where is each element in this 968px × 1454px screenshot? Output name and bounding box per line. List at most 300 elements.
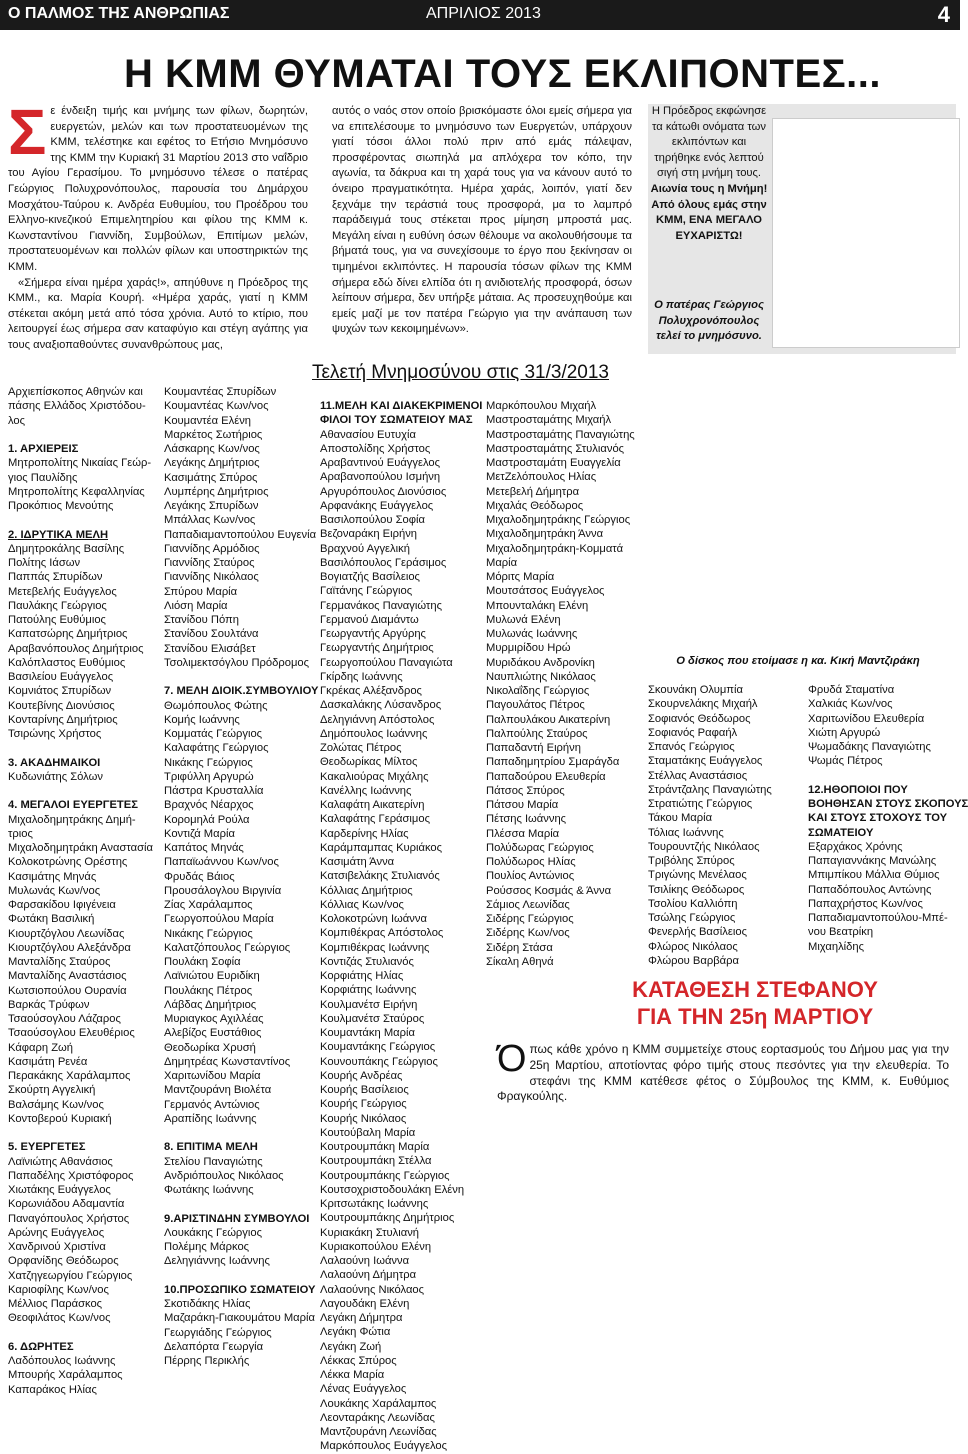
list-item: Βασιλόπουλος Γεράσιμος [320, 556, 447, 569]
list-item: 11.ΜΕΛΗ ΚΑΙ ΔΙΑΚΕΚΡΙΜΕΝΟΙ [320, 400, 483, 412]
list-item: Μαρία [486, 556, 518, 569]
list-item: Γκρέκας Αλέξανδρος [320, 685, 422, 697]
list-item: Μετεβελή Δήμητρα [486, 485, 580, 498]
list-item: ΚΑΙ ΣΤΟΥΣ ΣΤΟΧΟΥΣ ΤΟΥ [808, 812, 948, 825]
list-item: τριος [8, 827, 33, 840]
list-item: Αθανασίου Ευτυχία [320, 428, 416, 441]
list-item: Λάβδας Δημήτριος [164, 998, 257, 1011]
list-item: 3. ΑΚΑΔΗΜΑΙΚΟΙ [8, 756, 101, 769]
sidebar-thanks: Αιωνία τους η Μνήμη! Από όλους εμάς στην ΚΜΜ, ΕΝΑ ΜΕΓΑΛΟ ΕΥΧΑΡΙΣΤΩ! [650, 182, 768, 242]
list-item: Δεληγιάννη Απόστολος [320, 713, 435, 726]
list-item: Γεωργαντής Δημήτριος [320, 642, 434, 655]
list-item: Σιδέρης Κων/νος [486, 927, 570, 940]
newspaper-name: Ο ΠΑΛΜΟΣ ΤΗΣ ΑΝΘΡΩΠΙΑΣ [8, 5, 230, 22]
list-item: Σοφιανός Ραφαήλ [648, 726, 738, 739]
list-item: Τουρουντζής Νικόλαος [648, 840, 760, 853]
list-item: Ψωμάς Πέτρος [808, 755, 883, 768]
list-item: Χαριτωνίδου Ελευθερία [808, 712, 925, 725]
list-item: Κουμαντέας Σπυρίδων [164, 386, 277, 398]
article-headline: Η ΚΜΜ ΘΥΜΑΤΑΙ ΤΟΥΣ ΕΚΛΙΠΟΝΤΕΣ... [124, 52, 881, 96]
list-item: Μητροπολίτης Νικαίας Γεώρ- [8, 457, 152, 470]
names-column-3 [320, 399, 483, 1453]
list-item: Μητροπολίτης Κεφαλληνίας [8, 485, 145, 498]
list-item: Χιώτη Αργυρώ [808, 726, 881, 739]
list-item: Κουνουπάκης Γεώργιος [320, 1055, 438, 1068]
list-item: γιος Παυλίδης [8, 471, 78, 484]
list-item: Θεοδωρίκας Μίλτος [320, 756, 418, 769]
list-item: Παυλάκης Γεώργιος [8, 599, 107, 612]
list-item: Γεωργοπούλου Παναγιώτα [320, 656, 453, 669]
list-item: 6. ΔΩΡΗΤΕΣ [8, 1340, 74, 1353]
list-item: Λαλαούνης Νικόλαος [320, 1283, 425, 1296]
list-item: Κολοκοτρώνης Ορέστης [8, 856, 128, 869]
list-item: Λυμπέρης Δημήτριος [164, 485, 269, 498]
list-item: Μυριαγκος Αχιλλέας [164, 1013, 264, 1025]
list-item: Μουτσάτσος Ευάγγελος [486, 585, 605, 598]
list-item: ΜετΖελόπουλος Ηλίας [486, 471, 597, 484]
wreath-title-line-1: ΚΑΤΑΘΕΣΗ ΣΤΕΦΑΝΟΥ [632, 977, 878, 1002]
list-item: ΣΩΜΑΤΕΙΟΥ [808, 826, 874, 839]
list-item: Γεωργοπούλου Μαρία [164, 913, 274, 926]
list-item: Μαντζουράνη Λεωνίδας [320, 1426, 437, 1438]
list-item: Καπάτος Μηνάς [164, 842, 244, 854]
list-item: Μέλλιος Παράσκος [8, 1298, 103, 1310]
list-item: Κασιμάτη Ρενέα [8, 1055, 88, 1068]
list-item: Μαζαράκη-Γιακουμάτου Μαρία [164, 1312, 315, 1325]
list-item: Μαστροσταμάτης Στυλιανός [486, 442, 625, 455]
names-column-6 [808, 683, 968, 973]
list-item: Κουμαντάκη Μαρία [320, 1027, 415, 1039]
wreath-body [497, 1038, 949, 1105]
list-item: Παππάς Σπυρίδων [8, 571, 103, 584]
list-item: Βασιλείου Ευάγγελος [8, 671, 114, 683]
list-item: Πάτσου Μαρία [486, 799, 559, 811]
list-item: Σπανός Γεώργιος [648, 741, 735, 753]
list-item: Περακάκης Χαράλαμπος [8, 1070, 131, 1082]
list-item: Κουρής Γεώργιος [320, 1098, 407, 1111]
list-item: Φρυδά Σταματίνα [808, 684, 895, 696]
list-item: Μετεβελής Ευάγγελος [8, 585, 117, 598]
list-item: ΦΙΛΟΙ ΤΟΥ ΣΩΜΑΤΕΙΟΥ ΜΑΣ [320, 414, 473, 427]
list-item: Φωτάκης Ιωάννης [164, 1184, 254, 1196]
list-item: Ζίας Χαράλαμπος [164, 899, 253, 911]
list-item: νου Βεατρίκη [808, 926, 874, 939]
list-item: Ψωμαδάκης Παναγιώτης [808, 741, 931, 753]
wreath-text: πως κάθε χρόνο η ΚΜΜ συμμετείχε στους εορτασμούς του Δήμου μας για την 25η Μαρτίου, αποτίοντας φόρο τιμής στους πεσόντες για την ελευθερία. Το στεφάνι της ΚΜΜ κατέθεσε φέτος ο Σύμβουλος της ΚΜΜ, κ. Ευθύμιος Φραγκούλης. [497, 1042, 949, 1104]
list-item: Τσώλης Γεώργιος [648, 912, 736, 924]
list-spacer [8, 741, 158, 755]
list-item: Παπαδημητρίου Σμαράγδα [486, 756, 620, 769]
list-item: Χανδρινού Χριστίνα [8, 1241, 106, 1253]
list-item: Πολύδωρος Ηλίας [486, 856, 576, 868]
list-item: Αρχιεπίσκοπος Αθηνών και [8, 386, 143, 398]
list-item: Δελαπόρτα Γεωργία [164, 1340, 264, 1353]
list-item: Καράμπαμπας Κυριάκος [320, 841, 443, 854]
list-item: Παγουλάτος Πέτρος [486, 699, 585, 712]
list-item: Μιχαλάς Θεόδωρος [486, 499, 584, 512]
list-item: Δασκαλάκης Λύσανδρος [320, 699, 442, 712]
list-item: Κολοκοτρώνη Ιωάννα [320, 913, 427, 925]
list-item: Προκόπιος Μενούτης [8, 500, 114, 512]
list-item: Κάφαρη Ζωή [8, 1041, 73, 1054]
list-item: Πολίτης Ιάσων [8, 557, 81, 569]
list-item: Γκίρδης Ιωάννης [320, 670, 403, 683]
names-column-4 [486, 399, 646, 999]
list-item: Καλόπλαστος Ευθύμιος [8, 656, 126, 669]
list-item: Καρδερίνης Ηλίας [320, 827, 409, 840]
list-spacer [164, 1269, 312, 1283]
list-item: Αραβαντινού Ευάγγελος [320, 457, 440, 469]
article-paragraph-2: «Σήμερα είναι ημέρα χαράς!», απηύθυνε η Πρόεδρος της ΚΜΜ., κα. Μαρία Κουρή. «Ημέρα χαράς, γιατί η ΚΜΜ στέκεται ακόμη μετά από τόσα χρόνια. Αυτό το κτίριο, που λειτουργεί έως σήμερα σαν καταφύγιο και στέγη αγάπης για τους αναξιοπαθούντες συνανθρώπους μας, [8, 276, 308, 351]
list-item: Κακαλιούρας Μιχάλης [320, 770, 429, 783]
list-item: Κουτσοχριστοδουλάκη Ελένη [320, 1183, 465, 1196]
list-item: Δημόπουλος Ιωάννης [320, 727, 428, 740]
list-spacer [164, 1197, 312, 1211]
list-item: Παπαδούρου Ελευθερία [486, 770, 606, 783]
list-spacer [8, 428, 158, 442]
list-item: Λεγάκη Δήμητρα [320, 1312, 403, 1324]
list-item: Κονταρίνης Δημήτριος [8, 713, 118, 726]
list-item: Στέλλας Αναστάσιος [648, 769, 748, 782]
list-item: Λαγουδάκη Ελένη [320, 1297, 410, 1310]
list-item: Καλαφάτης Γεώργιος [164, 742, 269, 755]
list-item: Μυρμιρίδου Ηρώ [486, 642, 571, 655]
list-item: Λαϊνιώτης Αθανάσιος [8, 1155, 113, 1168]
list-item: Κιουρτζόγλου Λεωνίδας [8, 927, 125, 940]
list-item: 5. ΕΥΕΡΓΕΤΕΣ [8, 1141, 86, 1154]
list-item: Κοντιζάς Στυλιανός [320, 955, 414, 968]
list-item: Παπαδιαμαντοπούλου Ευγενία [164, 528, 317, 541]
list-item: Γερμανάκος Παναγιώτης [320, 599, 442, 612]
names-section-title: Τελετή Μνημοσύνου στις 31/3/2013 [312, 362, 609, 383]
list-item: Γεωργιάδης Γεώργιος [164, 1326, 272, 1339]
list-item: λος [8, 414, 26, 427]
list-item: Ζολώτας Πέτρος [320, 742, 402, 754]
list-spacer [164, 1126, 312, 1140]
list-item: 2. ΙΔΡΥΤΙΚΑ ΜΕΛΗ [8, 528, 109, 541]
list-item: Βαρκάς Τρύφων [8, 998, 90, 1011]
list-item: Κουλμανέτσ Σταύρος [320, 1012, 425, 1025]
list-item: Γερμανός Αντώνιος [164, 1098, 260, 1111]
list-item: Καπατσώρης Δημήτριος [8, 628, 128, 641]
memorial-photo [772, 118, 960, 348]
list-item: Κατσιβελάκης Στυλιανός [320, 870, 440, 883]
list-item: Μπουρής Χαράλαμπος [8, 1369, 123, 1382]
list-item: Δημητρέας Κωνσταντίνος [164, 1055, 291, 1068]
list-item: Καλατζόπουλος Γεώργιος [164, 941, 291, 954]
list-item: Κουρής Νικόλαος [320, 1112, 407, 1125]
list-item: Μαρκέτος Σωτήριος [164, 428, 263, 441]
list-item: Μιχαλοδημητράκης Γεώργιος [486, 514, 631, 526]
list-item: Γιαννίδης Αρμόδιος [164, 542, 260, 555]
list-item: Κομνιάτος Σπυρίδων [8, 685, 112, 698]
list-item: Σπύρου Μαρία [164, 585, 238, 598]
list-item: Κουμαντέας Κων/νος [164, 400, 269, 413]
list-item: Αραπίδης Ιωάννης [164, 1112, 257, 1125]
list-item: Τσολιμεκτσόγλου Πρόδρομος [164, 656, 310, 669]
wreath-title-line-2: ΓΙΑ ΤΗΝ 25η ΜΑΡΤΙΟΥ [636, 1004, 874, 1029]
list-item: Πάτσος Σπύρος [486, 784, 565, 797]
list-spacer [164, 670, 312, 684]
list-item: Κανέλλης Ιωάννης [320, 784, 412, 797]
list-item: Ρούσσος Κοσμάς & Άννα [486, 884, 612, 897]
list-item: Τσαούσογλου Λάζαρος [8, 1013, 121, 1025]
list-item: Γερμανού Διαμάντω [320, 613, 419, 626]
list-item: Βαλσάμης Κων/νος [8, 1098, 104, 1111]
list-item: Αποστολίδης Χρήστος [320, 442, 431, 455]
list-item: Βεζοναράκη Ειρήνη [320, 528, 418, 541]
list-item: Σταματάκης Ευάγγελος [648, 755, 763, 768]
list-item: Κουλμανέτσ Ειρήνη [320, 998, 418, 1011]
sidebar-text [650, 104, 768, 244]
list-item: Στανίδου Πόπη [164, 614, 239, 626]
list-item: Κασιμάτης Μηνάς [8, 870, 97, 883]
list-item: Βογιατζής Βασίλειος [320, 571, 420, 583]
list-item: Πέρρης Περικλής [164, 1355, 250, 1367]
wreath-dropcap: Ό [497, 1038, 527, 1080]
list-item: Κομπιθέκρας Απόστολος [320, 927, 444, 940]
list-item: Θεοδωρίκα Χρυσή [164, 1041, 256, 1054]
list-item: Καριοφίλης Κων/νος [8, 1283, 109, 1296]
article-paragraph-3: αυτός ο ναός στον οποίο βρισκόμαστε όλοι εμείς σήμερα για να επιτελέσουμε το μνημόσυνο των Ευεργετών, υπάρχουν γιατί τόσοι άλλοι πολύ πριν από εμάς πάλεψαν, προσφέροντας σιωπηλά μα απλόχερα τον κόπο, την αγωνία, τα δάκρυα και τη χαρά τους για να κάνουν αυτό το όνειρο πραγματικότητα. Ημέρα χαράς, λοιπόν, γιατί δεν ξεχνάμε την τεράστιά τους προσφορά, μα το λαμπρό παράδειγμά τους στέκεται προς μίμηση μπροστά μας. Μεγάλη είναι η ευθύνη όσων θέλουμε να ακολουθήσουμε τα βήματά τους, για να συνεχίσουμε το έργο που ξεκίνησαν οι τιμημένοι εκλιπόντες. Η παρουσία τόσων φίλων της ΚΜΜ σήμερα εδώ δίνει ελπίδα ότι η ανιδιοτελής προσφορά, όσων λείπουν σήμερα, δεν υπήρξε μάταια. Ας προσευχηθούμε και εμείς μαζί με τον πατέρα Γεώργιο για την ανάπαυση των ψυχών των κεκοιμημένων». [332, 105, 632, 336]
list-item: Παπαϊωάννου Κων/νος [164, 856, 279, 869]
list-item: Μιχαλοδημητράκη-Κομματά [486, 542, 624, 555]
list-item: 8. ΕΠΙΤΙΜΑ ΜΕΛΗ [164, 1141, 258, 1154]
list-item: Κιουρτζόγλου Αλεξάνδρα [8, 941, 131, 954]
list-item: 4. ΜΕΓΑΛΟΙ ΕΥΕΡΓΕΤΕΣ [8, 799, 138, 812]
page-number: 4 [937, 2, 950, 27]
list-item: Στράντζαλης Παναγιώτης [648, 783, 772, 796]
list-item: Μαστροσταμάτη Ευαγγελία [486, 457, 621, 469]
list-item: Χαλκιάς Κων/νος [808, 698, 893, 711]
list-item: Σίκαλη Αθηνά [486, 955, 554, 968]
list-item: Τσιρώνης Χρήστος [8, 728, 102, 740]
list-item: Φωτάκη Βασιλική [8, 913, 95, 926]
list-item: Κασιμάτης Σπύρος [164, 471, 258, 484]
list-item: Σκούρτη Αγγελική [8, 1084, 96, 1097]
list-item: Κουρής Βασίλειος [320, 1084, 409, 1096]
list-item: Παπαχρήστος Κων/νος [808, 897, 923, 910]
list-item: Κορφιάτης Ηλίας [320, 970, 404, 982]
list-item: 12.ΗΘΟΠΟΙΟΙ ΠΟΥ [808, 783, 908, 796]
list-item: 9.ΑΡΙΣΤΙΝΔΗΝ ΣΥΜΒΟΥΛΟΙ [164, 1212, 310, 1225]
list-item: Μπιμπίκου Μάλλια Θύμιος [808, 869, 940, 882]
list-item: Μαρκόπουλου Μιχαήλ [486, 400, 597, 412]
sidebar-paragraph: Η Πρόεδρος εκφώνησε τα κάτωθι ονόματα των εκλιπόντων και τηρήθηκε ενός λεπτού σιγή στη μνήμη τους. [651, 105, 767, 180]
list-item: Κομής Ιωάννης [164, 713, 240, 726]
wreath-title [560, 976, 950, 1030]
list-item: Χαριτωνίδου Μαρία [164, 1070, 261, 1082]
list-item: Κουτρουμπάκης Δημήτριος [320, 1212, 455, 1225]
list-item: Κυδωνιάτης Σόλων [8, 770, 103, 783]
list-item: Σιδέρης Γεώργιος [486, 913, 574, 925]
article-paragraph-1: ε ένδειξη τιμής και μνήμης των φίλων, δωρητών, ευεργετών, μελών και των προστατευομένων της ΚΜΜ, τελέστηκε και εφέτος το Ετήσιο Μνημόσυνο της ΚΜΜ την Κυριακή 31 Μαρτίου 2013 στο ναΐδριο του Αγίου Γερασίμου. Το μνημόσυνο τέλεσε ο πατέρας Γεώργιος Πολυχρονόπουλος, παρουσία του Δημάρχου Μοσχάτου-Ταύρου κ. Ανδρέα Ευθυμίου, του Προέδρου του Ελληνο-κινεζικού Επιμελητηρίου και φίλου της ΚΜΜ κ. Κωνσταντίνου Γιαννίδη, Συμβούλων, Επιτίμων μελών, προστατευομένων και πολλών φίλων και υποστηρικτών της ΚΜΜ. [8, 105, 308, 273]
list-item: Σιδέρη Στάσα [486, 941, 553, 954]
list-item: Μυλωνάς Ιωάννης [486, 628, 578, 640]
list-item: Γιαννίδης Νικόλαος [164, 571, 259, 584]
list-item: Βραχνού Αγγελική [320, 542, 410, 555]
list-item: Κόλλιας Δημήτριος [320, 884, 413, 897]
list-item: Λαλαούνη Ιωάννα [320, 1255, 410, 1267]
list-item: Καπαράκος Ηλίας [8, 1383, 97, 1396]
names-column-1 [8, 385, 158, 1397]
list-item: Βασιλοπούλου Σοφία [320, 514, 425, 526]
list-item: Νικάκης Γεώργιος [164, 927, 253, 940]
list-item: Σκουνάκη Ολυμπία [648, 684, 743, 696]
list-item: Στελίου Παναγιώτης [164, 1155, 263, 1168]
list-item: Σοφιανός Θεόδωρος [648, 712, 751, 725]
list-item: Ανδριόπουλος Νικόλαος [164, 1169, 284, 1182]
list-spacer [8, 513, 158, 527]
list-item: Καλαφάτη Αικατερίνη [320, 799, 425, 811]
list-item: Σκοτιδάκης Ηλίας [164, 1298, 251, 1310]
list-item: Μόριτς Μαρία [486, 571, 555, 583]
list-item: Κοντιζά Μαρία [164, 827, 235, 840]
list-item: Λιόση Μαρία [164, 599, 228, 612]
list-item: Λέκκας Σπύρος [320, 1354, 397, 1367]
list-item: Φαρσακίδου Ιφιγένεια [8, 899, 116, 911]
list-item: Στανίδου Σουλτάνα [164, 628, 259, 641]
list-item: Λουκάκης Χαράλαμπος [320, 1397, 437, 1410]
list-item: Κριτσωτάκης Ιωάννης [320, 1198, 429, 1210]
list-item: Πουλίος Αντώνιος [486, 870, 575, 883]
list-item: Μιχαλοδημητράκη Αναστασία [8, 842, 153, 854]
list-item: Μαστροσταμάτης Παναγιώτης [486, 428, 635, 441]
list-item: Θωμόπουλος Φώτης [164, 699, 268, 712]
list-item: Νικολαΐδης Γεώργιος [486, 685, 590, 697]
list-item: Στανίδου Ελισάβετ [164, 642, 256, 655]
list-item: Παπαδαντή Ειρήνη [486, 742, 581, 754]
list-spacer [808, 769, 958, 783]
list-item: 10.ΠΡΟΣΩΠΙΚΟ ΣΩΜΑΤΕΙΟΥ [164, 1283, 316, 1296]
list-item: Φρυδάς Βάιος [164, 870, 235, 883]
list-item: Αρφανάκης Ευάγγελος [320, 499, 434, 512]
list-item: Κομματάς Γεώργιος [164, 728, 263, 740]
list-item: Τριγώνης Μενέλαος [648, 869, 747, 882]
list-item: Αργυρόπουλος Διονύσιος [320, 485, 447, 498]
disk-caption: Ο δίσκος που ετοίμασε η κα. Κική Μαντζιράκη [676, 655, 920, 667]
list-item: Μπάλλας Κων/νος [164, 514, 256, 527]
list-item: Πουλάκη Σοφία [164, 956, 241, 968]
list-item: Κουτεβίνης Διονύσιος [8, 699, 115, 712]
article-column-1 [8, 96, 308, 351]
list-item: Μυλωνά Ελένη [486, 613, 561, 626]
list-item: Κουτρουμπάκης Γεώργιος [320, 1169, 450, 1182]
list-item: Παπαδιαμαντοπούλου-Μπέ- [808, 912, 948, 924]
list-item: Παπαγιαννάκης Μανώλης [808, 855, 937, 867]
list-item: Μυλωνάς Κων/νος [8, 884, 101, 897]
list-spacer [8, 1326, 158, 1340]
list-item: Τόλιας Ιωάννης [648, 826, 724, 839]
list-item: Λεγάκης Δημήτριος [164, 457, 260, 470]
list-item: Κυριακοπούλου Ελένη [320, 1240, 432, 1253]
list-item: Αρώνης Ευάγγελος [8, 1226, 105, 1239]
list-item: Μαστροσταμάτης Μιχαήλ [486, 414, 612, 427]
list-item: Πατούλης Ευθύμιος [8, 614, 106, 626]
list-item: 1. ΑΡΧΙΕΡΕΙΣ [8, 443, 79, 455]
list-item: Λεονταράκης Λεωνίδας [320, 1411, 435, 1424]
list-item: Κορωνιάδου Αδαμαντία [8, 1198, 125, 1211]
list-item: Τριβόλης Σπύρος [648, 855, 735, 867]
list-item: Γιαννίδης Σταύρος [164, 557, 255, 569]
list-item: Μιχαλοδημητράκη Άννα [486, 528, 604, 541]
names-column-5 [648, 683, 798, 973]
list-item: Κουρής Ανδρέας [320, 1069, 403, 1082]
list-item: Παπαδόπουλος Αντώνης [808, 883, 932, 896]
list-item: Κουτούβαλη Μαρία [320, 1126, 416, 1139]
list-item: Φενερλής Βασίλειος [648, 926, 747, 939]
list-item: πάσης Ελλάδος Χριστόδου- [8, 400, 146, 413]
list-item: Εξαρχάκος Χρόνης [808, 840, 903, 853]
list-item: Φλώρος Νικόλαος [648, 940, 738, 953]
list-item: Κορομηλά Ρούλα [164, 813, 250, 826]
list-item: Μαρκόπουλος Ευάγγελος [320, 1440, 447, 1453]
list-item: Λαϊνιώτου Ευριδίκη [164, 970, 260, 983]
list-item: Φλώρου Βαρβάρα [648, 954, 739, 967]
list-item: Λάσκαρης Κων/νος [164, 443, 260, 455]
list-item: ΒΟΗΘΗΣΑΝ ΣΤΟΥΣ ΣΚΟΠΟΥΣ [808, 798, 968, 810]
list-item: Λένας Ευάγγελος [320, 1383, 407, 1396]
list-item: 7. ΜΕΛΗ ΔΙΟΙΚ.ΣΥΜΒΟΥΛΙΟΥ [164, 685, 319, 698]
list-item: Πάστρα Κρυσταλλία [164, 785, 264, 797]
list-item: Κουμαντάκης Γεώργιος [320, 1041, 436, 1054]
list-item: Ορφανίδης Θεόδωρος [8, 1255, 119, 1268]
list-item: Γεωργαντής Αργύρης [320, 628, 426, 640]
list-item: Ναυπλιώτης Νικόλαος [486, 670, 596, 683]
list-item: Κουμαντέα Ελένη [164, 414, 252, 427]
list-item: Τσαούσογλου Ελευθέριος [8, 1027, 135, 1040]
list-item: Παλπούλης Σταύρος [486, 727, 588, 740]
list-item: Τσιλίκης Θεόδωρος [648, 883, 745, 896]
article-column-2 [332, 104, 632, 344]
list-item: Σάμιος Λεωνίδας [486, 898, 570, 911]
list-item: Παπαδέλης Χριστόφορος [8, 1169, 134, 1182]
list-item: Προυσάλογλου Βιργινία [164, 884, 282, 897]
article-dropcap: Σ [8, 96, 47, 168]
list-item: Νικάκης Γεώργιος [164, 756, 253, 769]
list-item: Κομπιθέκρας Ιωάννης [320, 941, 430, 954]
list-item: Λέκκα Μαρία [320, 1369, 385, 1381]
list-item: Σκουρνελάκης Μιχαήλ [648, 698, 758, 711]
list-item: Θεοφιλάτος Κων/νος [8, 1312, 111, 1325]
names-column-2 [164, 385, 319, 1397]
list-item: Δημητροκάλης Βασίλης [8, 542, 125, 555]
list-item: Κοντοβερού Κυριακή [8, 1112, 112, 1125]
list-item: Χιωτάκης Ευάγγελος [8, 1184, 111, 1196]
list-item: Αλεβίζος Ευστάθιος [164, 1027, 262, 1040]
list-item: Βραχνός Νέαρχος [164, 799, 254, 812]
list-item: Καλαφάτης Γεράσιμος [320, 813, 430, 826]
list-item: Κουτρουμπάκη Στέλλα [320, 1155, 432, 1168]
list-item: Λεγάκη Φώτια [320, 1326, 391, 1339]
list-item: Στρατιώτης Γεώργιος [648, 798, 753, 810]
list-item: Πουλάκης Πέτρος [164, 984, 253, 997]
list-item: Λεγάκη Ζωή [320, 1340, 382, 1353]
list-item: Μυριδάκου Ανδρονίκη [486, 656, 595, 669]
list-item: Αραβανοπούλου Ισμήνη [320, 471, 441, 484]
list-spacer [8, 784, 158, 798]
list-item: Πολέμης Μάρκος [164, 1241, 250, 1253]
list-item: Πέτσης Ιωάννης [486, 813, 567, 826]
list-item: Μπουνταλάκη Ελένη [486, 599, 589, 612]
list-item: Μιχαηλίδης [808, 940, 864, 953]
list-item: Τριφύλλη Αργυρώ [164, 770, 254, 783]
list-item: Τάκου Μαρία [648, 812, 713, 825]
list-item: Μανταλίδης Αναστάσιος [8, 970, 127, 983]
page-header [0, 0, 960, 30]
list-item: Παναγόπουλος Χρήστος [8, 1212, 130, 1225]
list-item: Μιχαλοδημητράκης Δημή- [8, 813, 136, 826]
